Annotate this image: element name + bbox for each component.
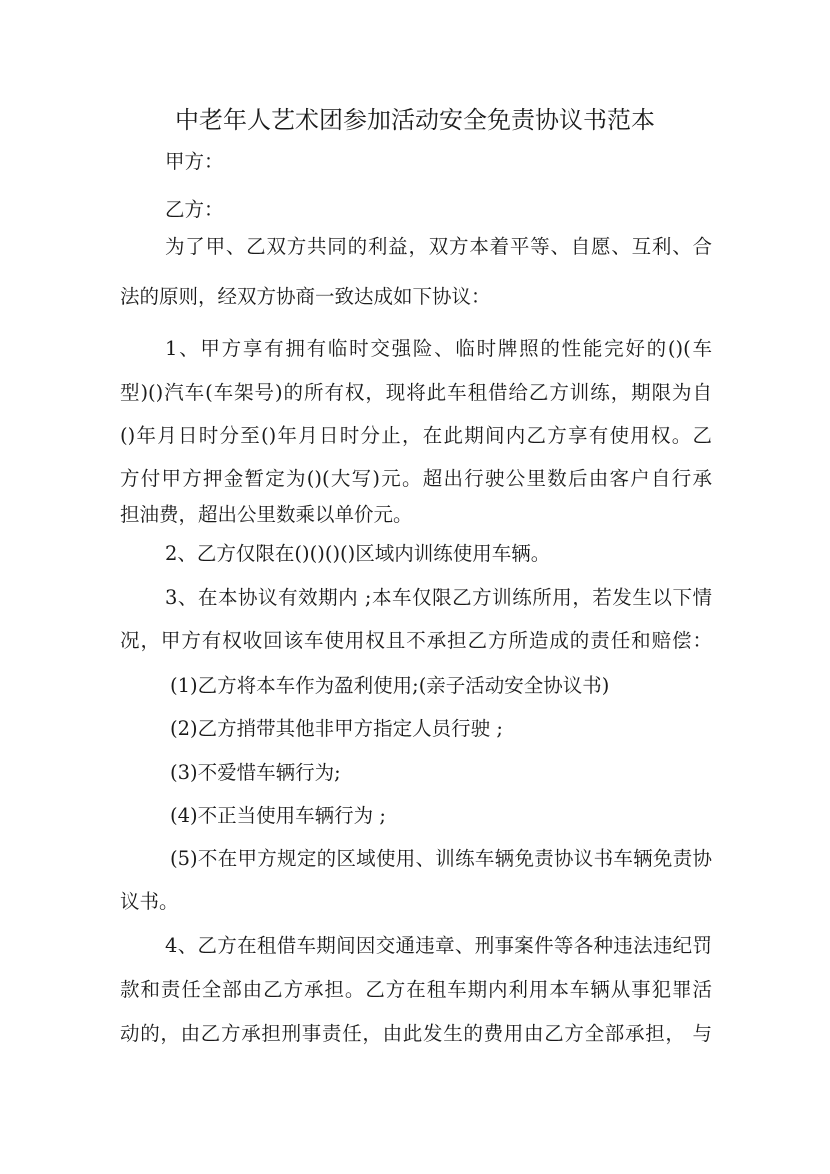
- clause-1-line: 方付甲方押金暂定为()(大写)元。超出行驶公里数后由客户自行承: [120, 467, 712, 490]
- clause-1-line: 型)()汽车(车架号)的所有权，现将此车租借给乙方训练，期限为自: [120, 381, 712, 404]
- clause-1-line: 担油费，超出公里数乘以单价元。: [120, 503, 413, 526]
- clause-1-line: ()年月日时分至()年月日时分止，在此期间内乙方享有使用权。乙: [120, 424, 712, 447]
- party-a-label: 甲方：: [165, 150, 224, 173]
- clause-3-line: 况，甲方有权收回该车使用权且不承担乙方所造成的责任和赔偿：: [120, 629, 712, 652]
- sub-item-4: (4)不正当使用车辆行为 ;: [170, 804, 386, 827]
- sub-item-2: (2)乙方捎带其他非甲方指定人员行驶 ;: [170, 717, 503, 740]
- clause-4-line: 4、乙方在租借车期间因交通违章、刑事案件等各种违法违纪罚: [165, 934, 712, 957]
- clause-3-line: 3、在本协议有效期内 ;本车仅限乙方训练所用，若发生以下情: [165, 586, 712, 609]
- clause-4-line: 动的，由乙方承担刑事责任，由此发生的费用由乙方全部承担， 与: [120, 1022, 712, 1045]
- sub-item-5: 议书。: [120, 890, 179, 913]
- paragraph-line: 为了甲、乙双方共同的利益，双方本着平等、自愿、互利、合: [165, 235, 712, 258]
- sub-item-5: (5)不在甲方规定的区域使用、训练车辆免责协议书车辆免责协: [170, 847, 712, 870]
- clause-4-line: 款和责任全部由乙方承担。乙方在租车期内利用本车辆从事犯罪活: [120, 978, 712, 1001]
- paragraph-line: 法的原则，经双方协商一致达成如下协议：: [120, 285, 491, 308]
- sub-item-3: (3)不爱惜车辆行为;: [170, 761, 341, 784]
- sub-item-1: (1)乙方将本车作为盈利使用;(亲子活动安全协议书): [170, 674, 610, 697]
- document-title: 中老年人艺术团参加活动安全免责协议书范本: [175, 106, 655, 134]
- clause-1-line: 1、甲方享有拥有临时交强险、临时牌照的性能完好的()(车: [165, 337, 712, 360]
- clause-2-line: 2、乙方仅限在()()()()区域内训练使用车辆。: [165, 542, 551, 565]
- party-b-label: 乙方：: [165, 198, 224, 221]
